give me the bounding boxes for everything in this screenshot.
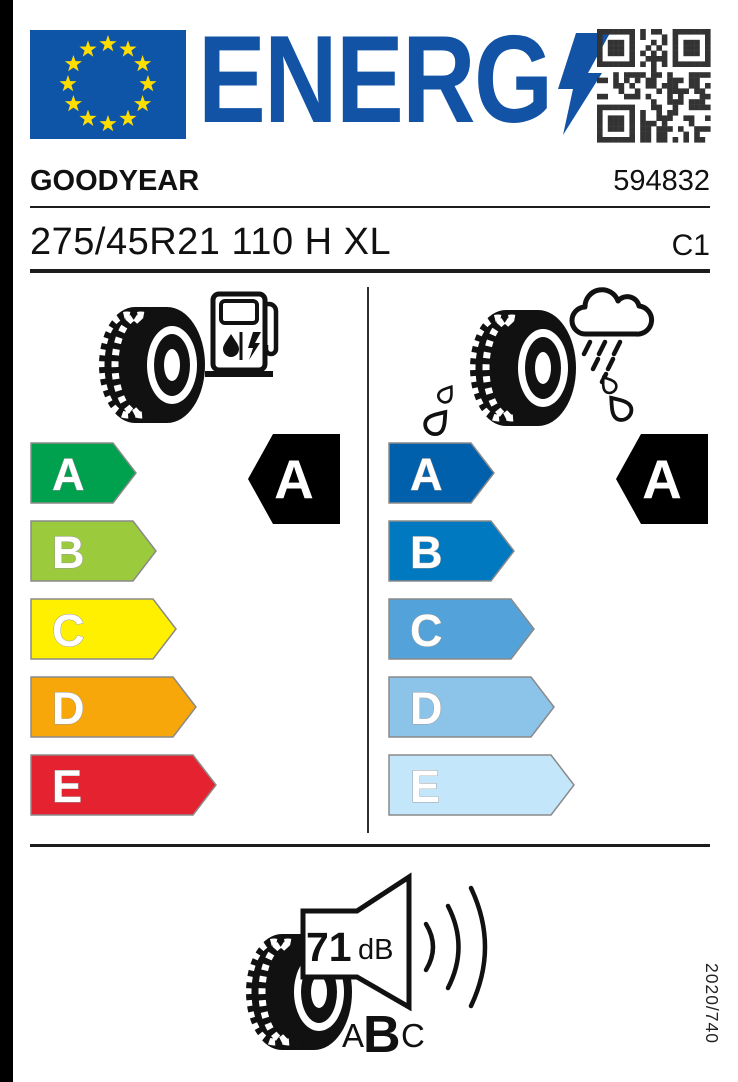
svg-text:B: B: [410, 527, 443, 578]
energy-logo-text: ENERG: [198, 11, 552, 149]
svg-text:E: E: [410, 761, 441, 812]
svg-text:A: A: [410, 449, 443, 500]
svg-text:C: C: [52, 605, 85, 656]
supplier-trade-name: GOODYEAR: [30, 165, 200, 197]
svg-text:D: D: [410, 683, 443, 734]
noise-letter-a: A: [342, 1017, 365, 1054]
fuel-pump-icon: [205, 294, 276, 374]
noise-letter-b: B: [363, 1006, 401, 1064]
svg-text:B: B: [52, 527, 85, 578]
qr-code: [597, 29, 711, 143]
regulation-number: 2020/740: [702, 963, 722, 1044]
svg-text:A: A: [642, 448, 682, 510]
tire-size-designation: 275/45R21 110 H XL: [30, 221, 392, 263]
svg-text:A: A: [52, 449, 85, 500]
tire-class: C1: [671, 229, 710, 262]
noise-section: [246, 877, 485, 1064]
fuel-tire-icon: [99, 307, 205, 423]
sound-waves-icon: [426, 888, 485, 1006]
rain-cloud-icon: [572, 290, 652, 382]
svg-text:C: C: [410, 605, 443, 656]
svg-text:E: E: [52, 761, 83, 812]
tire-type-identifier: 594832: [613, 165, 710, 197]
noise-letter-c: C: [401, 1017, 425, 1054]
svg-text:D: D: [52, 683, 85, 734]
noise-unit: dB: [358, 934, 394, 966]
noise-decibels: 71: [306, 924, 352, 970]
svg-text:A: A: [274, 448, 314, 510]
wet-tire-icon: [470, 310, 576, 426]
